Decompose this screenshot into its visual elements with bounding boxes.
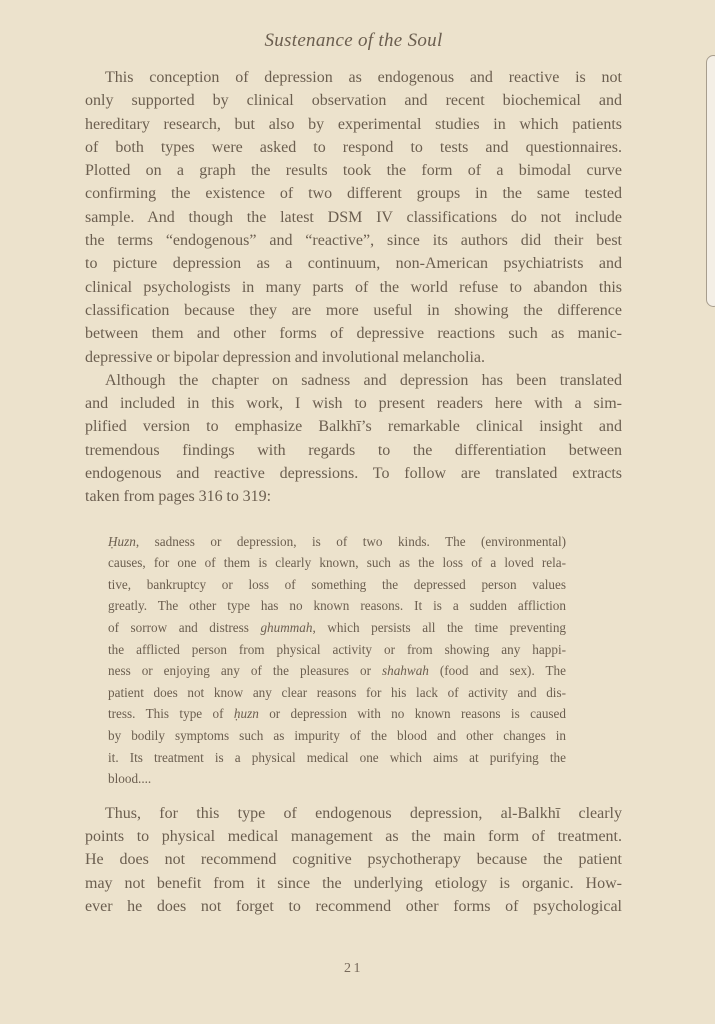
text-line: classification because they are more useful in showing the difference <box>85 301 622 319</box>
text-line: confirming the existence of two different groups in the same tested <box>85 185 622 203</box>
text-line: may not benefit from it since the underlying etiology is organic. How- <box>85 874 622 892</box>
text-line: to picture depression as a continuum, non-American psychiatrists and <box>85 255 622 273</box>
text-line: the afflicted person from physical activity or from showing any happi- <box>108 641 566 657</box>
text-line: This conception of depression as endogenous and reactive is not <box>105 69 622 86</box>
text-line: endogenous and reactive depressions. To follow are translated extracts <box>85 465 622 483</box>
body-paragraph <box>85 802 622 918</box>
text-line: the terms “endogenous” and “reactive”, since its authors did their best <box>85 232 622 250</box>
text-line: Ḥuzn, sadness or depression, is of two kinds. The (environmental) <box>108 533 566 549</box>
text-line: tremendous findings with regards to the differentiation between <box>85 441 622 459</box>
text-line: ever he does not forget to recommend other forms of psychological <box>85 897 622 915</box>
scrollbar-thumb[interactable] <box>706 55 715 307</box>
body-paragraph <box>85 66 622 369</box>
body-paragraph <box>85 369 622 509</box>
text-line: by bodily symptoms such as impurity of the blood and other changes in <box>108 727 566 743</box>
text-line: it. Its treatment is a physical medical one which aims at purifying the <box>108 749 566 765</box>
page-number: 21 <box>344 961 363 976</box>
text-line: of both types were asked to respond to tests and questionnaires. <box>85 138 622 156</box>
text-line: sample. And though the latest DSM IV classifications do not include <box>85 208 622 226</box>
text-line: depressive or bipolar depression and involutional melancholia. <box>85 348 486 366</box>
text-line: causes, for one of them is clearly known, such as the loss of a loved rela- <box>108 555 566 571</box>
page-text <box>85 66 622 918</box>
text-line: and included in this work, I wish to present readers here with a sim- <box>85 395 622 413</box>
text-line: greatly. The other type has no known reasons. It is a sudden affliction <box>108 598 566 614</box>
text-line: of sorrow and distress ghummah, which persists all the time preventing <box>108 620 567 636</box>
text-line: Plotted on a graph the results took the form of a bimodal curve <box>85 162 622 180</box>
text-line: clinical psychologists in many parts of the world refuse to abandon this <box>85 278 622 296</box>
text-line: tive, bankruptcy or loss of something the depressed person values <box>108 576 566 592</box>
text-line: plified version to emphasize Balkhī’s remarkable clinical insight and <box>85 418 622 436</box>
text-line: Thus, for this type of endogenous depression, al-Balkhī clearly <box>105 804 622 822</box>
block-quote <box>108 531 566 790</box>
text-line: patient does not know any clear reasons for his lack of activity and dis- <box>108 684 566 700</box>
text-line: ness or enjoying any of the pleasures or shahwah (food and sex). The <box>108 663 566 679</box>
text-line: taken from pages 316 to 319: <box>85 488 272 506</box>
text-line: between them and other forms of depressive reactions such as manic- <box>85 325 622 343</box>
text-line: He does not recommend cognitive psychotherapy because the patient <box>85 851 622 869</box>
text-line: blood.... <box>108 771 152 787</box>
text-line: tress. This type of ḥuzn or depression with no known reasons is caused <box>108 706 566 722</box>
text-line: only supported by clinical observation and recent biochemical and <box>85 92 622 110</box>
text-line: Although the chapter on sadness and depression has been translated <box>105 371 622 389</box>
text-line: points to physical medical management as the main form of treatment. <box>85 828 622 846</box>
text-line: hereditary research, but also by experimental studies in which patients <box>85 115 622 133</box>
running-header: Sustenance of the Soul <box>264 30 443 51</box>
